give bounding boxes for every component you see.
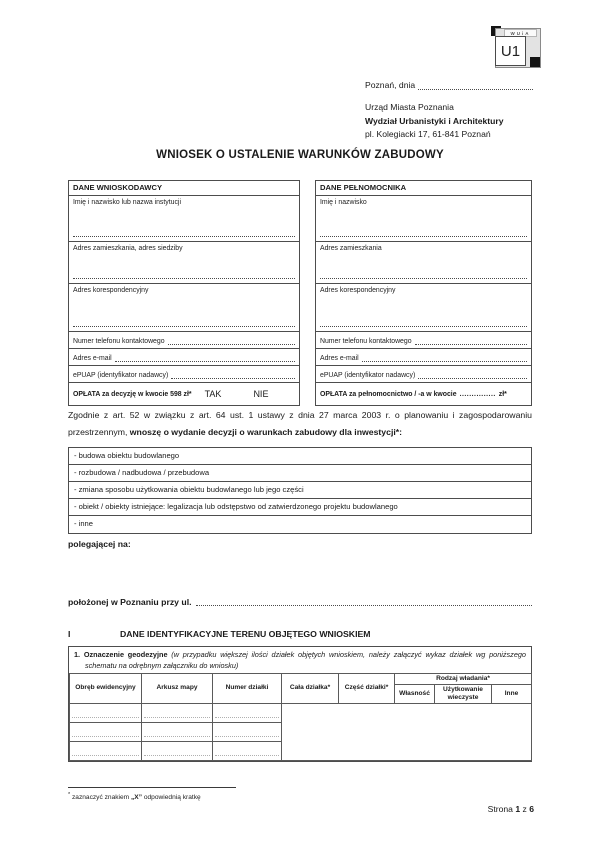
page-label: Strona: [487, 804, 513, 814]
attorney-phone-field: [316, 332, 531, 349]
district-cell[interactable]: [70, 722, 142, 741]
attorney-email-input-line[interactable]: [362, 361, 527, 362]
applicant-residence-label: Adres zamieszkania, adres siedziby: [73, 245, 183, 252]
location-input-line[interactable]: [196, 605, 532, 606]
applicant-email-field: [69, 349, 299, 366]
intro-bold-text: wnoszę o wydanie decyzji o warunkach zabudowy dla inwestycji*:: [129, 426, 403, 437]
section1-heading: [68, 629, 371, 639]
district-cell[interactable]: [70, 703, 142, 722]
col-header-ownership: Własność: [395, 685, 435, 704]
logo-corner-square-icon: [530, 57, 540, 67]
tenure-open-area[interactable]: [282, 703, 532, 760]
map-sheet-cell[interactable]: [142, 703, 213, 722]
attorney-box: [315, 180, 532, 406]
attorney-email-field: [316, 349, 531, 366]
attorney-mailing-field: [316, 284, 531, 332]
date-input-line[interactable]: [418, 89, 533, 90]
location-label: położonej w Poznaniu przy ul.: [68, 597, 192, 607]
investment-option-other[interactable]: - inne: [74, 519, 93, 528]
page-separator: z: [522, 804, 527, 814]
col-header-plot-number: Numer działki: [213, 674, 282, 704]
applicant-epuap-input-line[interactable]: [171, 378, 295, 379]
attorney-fee-row: [316, 383, 531, 405]
table-row: [70, 703, 532, 722]
attorney-residence-label: Adres zamieszkania: [320, 245, 382, 252]
office-address-block: [365, 101, 504, 142]
applicant-phone-input-line[interactable]: [168, 344, 295, 345]
geodetic-intro-bold: 1. Oznaczenie geodezyjne: [74, 650, 172, 659]
applicant-mailing-field: [69, 284, 299, 332]
district-cell[interactable]: [70, 741, 142, 760]
col-header-other-tenure: Inne: [492, 685, 532, 704]
attorney-epuap-field: [316, 366, 531, 383]
legal-intro-paragraph: [68, 407, 532, 440]
applicant-email-input-line[interactable]: [115, 361, 295, 362]
geodetic-intro: [69, 647, 531, 673]
geodetic-table: [69, 673, 532, 761]
document-title: WNIOSEK O USTALENIE WARUNKÓW ZABUDOWY: [156, 149, 444, 161]
applicant-mailing-label: Adres korespondencyjny: [73, 287, 149, 294]
applicant-residence-field: [69, 242, 299, 284]
col-header-map-sheet: Arkusz mapy: [142, 674, 213, 704]
geodetic-designation-box: [68, 646, 532, 762]
col-header-perpetual-usufruct: Użytkowanie wieczyste: [435, 685, 492, 704]
section1-title: DANE IDENTYFIKACYJNE TERENU OBJĘTEGO WNIOSKIEM: [120, 629, 371, 639]
attorney-residence-field: [316, 242, 531, 284]
footnote-pre: zaznaczyć znakiem: [71, 794, 130, 802]
plot-number-cell[interactable]: [213, 703, 282, 722]
logo-unit-label: U1: [500, 42, 521, 60]
section1-number: I: [68, 629, 71, 639]
map-sheet-cell[interactable]: [142, 741, 213, 760]
logo-department-code: WUiA: [504, 29, 537, 37]
applicant-phone-label: Numer telefonu kontaktowego: [73, 338, 165, 345]
party-data-boxes: [68, 180, 532, 406]
attorney-fee-input-line[interactable]: ...............: [459, 390, 496, 398]
applicant-name-input-line[interactable]: [73, 236, 295, 237]
office-name: Urząd Miasta Poznania: [365, 102, 454, 112]
page-total: 6: [529, 804, 534, 814]
applicant-epuap-label: ePUAP (identyfikator nadawcy): [73, 372, 169, 379]
date-label: Poznań, dnia: [365, 80, 416, 90]
fee-option-no[interactable]: NIE: [253, 389, 269, 399]
col-header-part-of-plot: Część działki*: [339, 674, 395, 704]
applicant-phone-field: [69, 332, 299, 349]
attorney-residence-input-line[interactable]: [320, 278, 527, 279]
col-header-district: Obręb ewidencyjny: [70, 674, 142, 704]
applicant-epuap-field: [69, 366, 299, 383]
office-street: pl. Kolegiacki 17, 61-841 Poznań: [365, 129, 491, 139]
fee-option-yes[interactable]: TAK: [204, 389, 222, 399]
consisting-of-label: polegającej na:: [68, 539, 131, 549]
logo-unit-code: [495, 36, 526, 66]
location-line: [68, 597, 532, 607]
plot-number-cell[interactable]: [213, 741, 282, 760]
applicant-box: [68, 180, 300, 406]
map-sheet-cell[interactable]: [142, 722, 213, 741]
investment-option-extension[interactable]: - rozbudowa / nadbudowa / przebudowa: [69, 465, 531, 482]
applicant-box-title: DANE WNIOSKODAWCY: [69, 181, 299, 196]
page-number: [488, 804, 534, 814]
attorney-box-title: DANE PEŁNOMOCNIKA: [316, 181, 531, 196]
attorney-email-label: Adres e-mail: [320, 355, 359, 362]
attorney-mailing-input-line[interactable]: [320, 326, 527, 327]
attorney-name-field: [316, 196, 531, 242]
applicant-residence-input-line[interactable]: [73, 278, 295, 279]
applicant-name-field: [69, 196, 299, 242]
attorney-fee-suffix: zł*: [498, 390, 507, 398]
attorney-name-label: Imię i nazwisko: [320, 199, 367, 206]
date-line: [365, 80, 533, 90]
footnote-post: odpowiednią kratkę: [143, 794, 201, 802]
investment-option-legalization[interactable]: - obiekt / obiekty istniejące: legalizacja lub odstępstwo od zatwierdzonego projektu budowlanego: [69, 499, 531, 516]
applicant-fee-label: OPŁATA za decyzję w kwocie 598 zł*: [73, 390, 192, 398]
investment-type-list: [68, 447, 532, 534]
page-current: 1: [515, 804, 521, 814]
attorney-mailing-label: Adres korespondencyjny: [320, 287, 396, 294]
geodetic-intro-italic: (w przypadku większej ilości działek objętych wnioskiem, należy załączyć wykaz działek wg poniższego schematu na odrębnym załączniku do wniosku): [85, 650, 526, 670]
col-header-whole-plot: Cała działka*: [282, 674, 339, 704]
investment-option-change-of-use[interactable]: - zmiana sposobu użytkowania obiektu budowlanego lub jego części: [69, 482, 531, 499]
intro-normal-text: Zgodnie z art. 52 w związku z art. 64 ust. 1 ustawy z dnia 27 marca 2003 r. o planowaniu i zagospodarowaniu przestrzennym,: [68, 410, 532, 437]
attorney-name-input-line[interactable]: [320, 236, 527, 237]
attorney-epuap-input-line[interactable]: [418, 378, 527, 379]
footnote-mark: „X”: [131, 794, 142, 802]
attorney-phone-label: Numer telefonu kontaktowego: [320, 338, 412, 345]
attorney-epuap-label: ePUAP (identyfikator nadawcy): [320, 372, 416, 379]
department-logo: [491, 26, 546, 71]
attorney-phone-input-line[interactable]: [415, 344, 527, 345]
applicant-fee-row: [69, 383, 299, 405]
attorney-fee-label: OPŁATA za pełnomocnictwo / -a w kwocie: [320, 390, 457, 398]
footnote-asterisk: *: [68, 792, 71, 798]
office-department: Wydział Urbanistyki i Architektury: [365, 115, 504, 126]
applicant-name-label: Imię i nazwisko lub nazwa instytucji: [73, 199, 181, 206]
applicant-email-label: Adres e-mail: [73, 355, 112, 362]
footnote: [68, 792, 201, 801]
plot-number-cell[interactable]: [213, 722, 282, 741]
footnote-divider: [68, 787, 236, 788]
investment-option-new-building[interactable]: - budowa obiektu budowlanego: [69, 448, 531, 465]
applicant-mailing-input-line[interactable]: [73, 326, 295, 327]
col-header-tenure-group: Rodzaj władania*: [395, 674, 532, 685]
